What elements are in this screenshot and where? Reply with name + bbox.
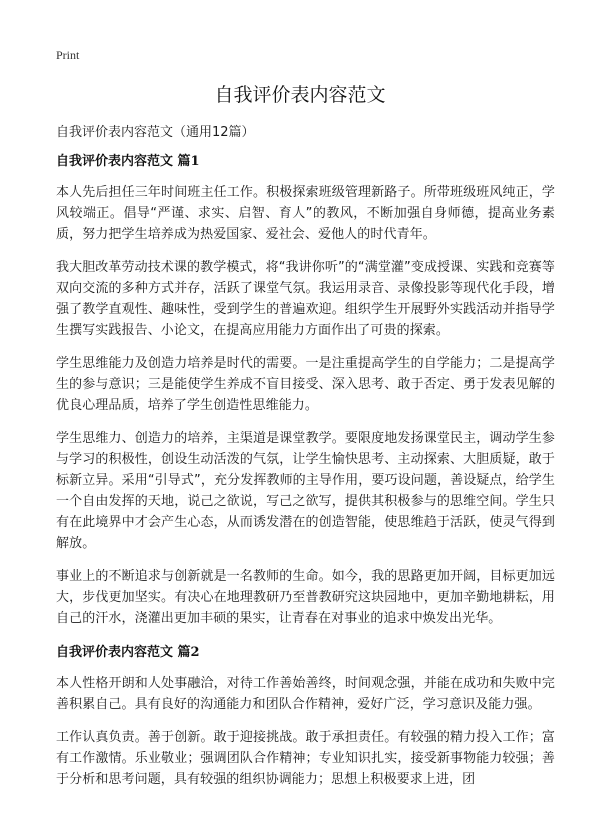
section-1 (56, 150, 555, 629)
document-title: 自我评价表内容范文 (214, 84, 386, 106)
paragraph: 学生思维能力及创造力培养是时代的需要。一是注重提高学生的自学能力；二是提高学生的参与意识；三是能使学生养成不盲目接受、深入思考、敢于否定、勇于发表见解的优良心理品质，培养了学生创造性思维能力。 (56, 356, 555, 413)
paragraph: 学生思维力、创造力的培养，主渠道是课堂教学。要限度地发扬课堂民主，调动学生参与学习的积极性，创设生动活泼的气氛，让学生愉快思考、主动探索、大胆质疑，敢于标新立异。采用“引导式”，充分发挥教师的主导作用，要巧设问题，善设疑点，给学生一个自由发挥的天地，说己之欲说，写己之欲写，提供其积极参与的思维空间。学生只有在此境界中才会产生心态，从而诱发潜在的创造智能，使思维趋于活跃，使灵气得到解放。 (56, 431, 555, 551)
print-link[interactable]: Print (56, 48, 80, 62)
section-heading: 自我评价表内容范文 篇2 (56, 645, 200, 660)
document-subtitle: 自我评价表内容范文（通用12篇） (56, 125, 255, 140)
paragraph: 我大胆改革劳动技术课的教学模式，将“我讲你听”的“满堂灌”变成授课、实践和竞赛等双向交流的多种方式并存，活跃了课堂气氛。我运用录音、录像投影等现代化手段，增强了教学直观性、趣味性，受到学生的普遍欢迎。组织学生开展野外实践活动并指导学生撰写实践报告、小论文，在提高应用能力方面作出了可贵的探索。 (56, 260, 555, 338)
document-body (56, 150, 555, 802)
section-heading: 自我评价表内容范文 篇1 (56, 154, 200, 169)
section-2 (56, 641, 555, 790)
paragraph: 工作认真负责。善于创新。敢于迎接挑战。敢于承担责任。有较强的精力投入工作；富有工作激情。乐业敬业；强调团队合作精神；专业知识扎实，接受新事物能力较强；善于分析和思考问题，具有较强的组织协调能力；思想上积极要求上进，团 (56, 730, 555, 787)
paragraph: 本人先后担任三年时间班主任工作。积极探索班级管理新路子。所带班级班风纯正，学风较端正。倡导“严谨、求实、启智、育人”的教风，不断加强自身师德，提高业务素质，努力把学生培养成为热爱国家、爱社会、爱他人的时代青年。 (56, 185, 555, 242)
paragraph: 事业上的不断追求与创新就是一名教师的生命。如今，我的思路更加开阔，目标更加远大，步伐更加坚实。有决心在地理教研乃至普教研究这块园地中，更加辛勤地耕耘，用自己的汗水，浇灌出更加丰硕的果实，让青春在对事业的追求中焕发出光华。 (56, 569, 555, 626)
paragraph: 本人性格开朗和人处事融洽，对待工作善始善终，时间观念强，并能在成功和失败中完善积累自己。具有良好的沟通能力和团队合作精神，爱好广泛，学习意识及能力强。 (56, 676, 555, 712)
